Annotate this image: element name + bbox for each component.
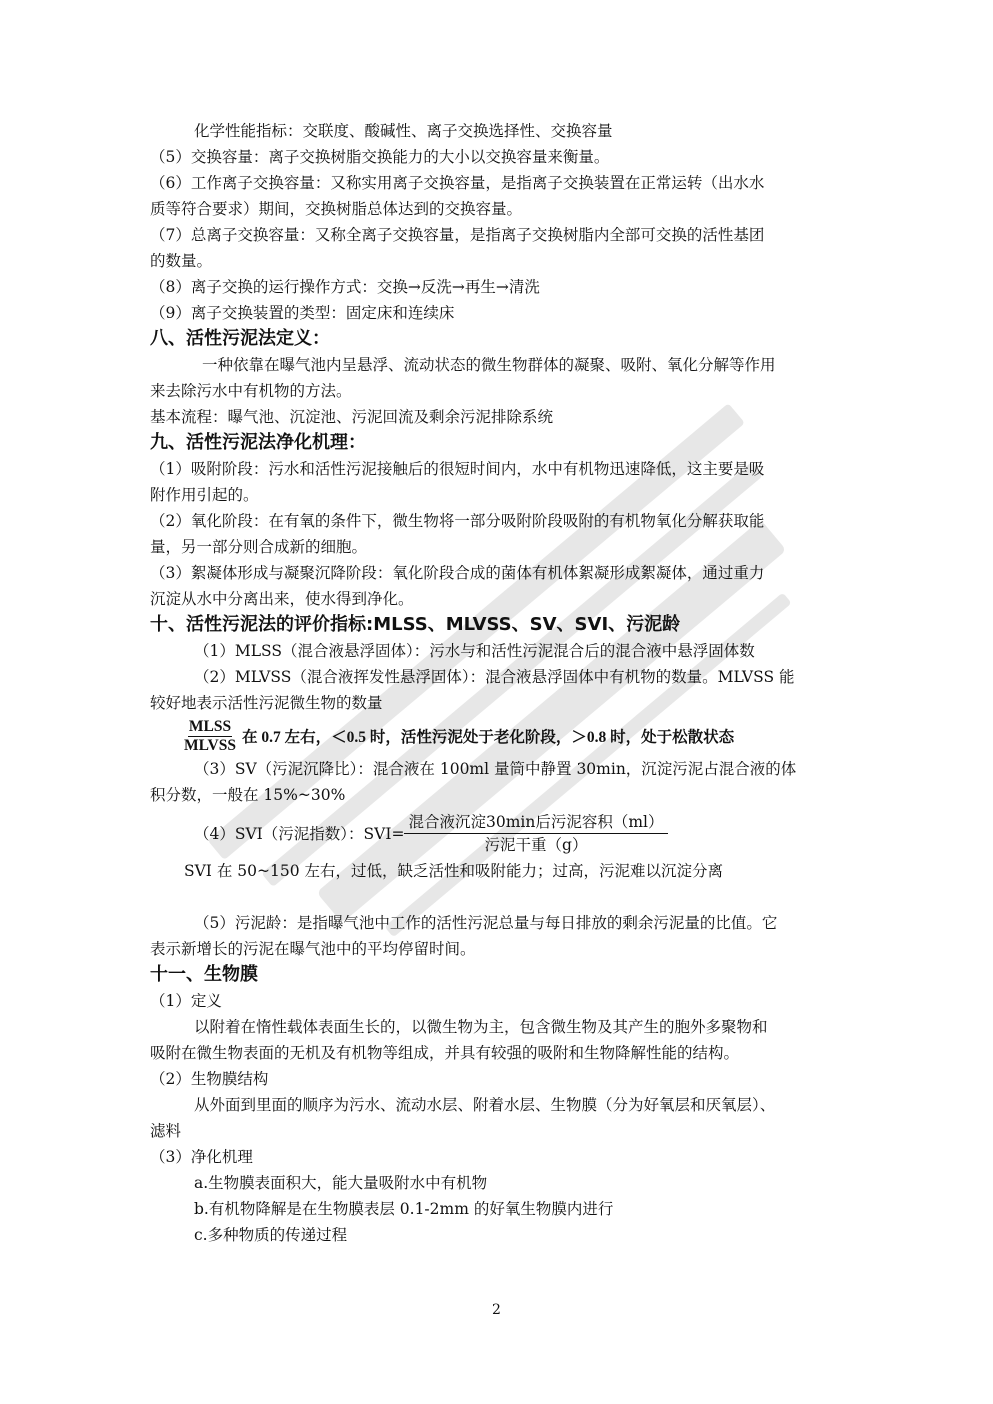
text-line: （3）净化机理 <box>150 1148 253 1166</box>
formula-text: 在 0.7 左右，＜0.5 时，活性污泥处于老化阶段，＞0.8 时，处于松散状态 <box>241 729 735 746</box>
svi-formula <box>150 808 844 858</box>
mlss-fraction <box>184 718 236 755</box>
text-line: SVI 在 50~150 左右，过低，缺乏活性和吸附能力；过高，污泥难以沉淀分离 <box>184 862 724 880</box>
text-line: （9）离子交换装置的类型：固定床和连续床 <box>150 304 455 322</box>
text-line: （1）定义 <box>150 992 222 1010</box>
text-line: 质等符合要求）期间，交换树脂总体达到的交换容量。 <box>150 200 523 218</box>
fraction-numerator: 混合液沉淀30min后污泥容积（ml） <box>404 811 667 834</box>
fraction-denominator: MLVSS <box>184 736 236 754</box>
text-line: （5）交换容量：离子交换树脂交换能力的大小以交换容量来衡量。 <box>150 148 610 166</box>
text-line: （2）氧化阶段：在有氧的条件下，微生物将一部分吸附阶段吸附的有机物氧化分解获取能 <box>150 512 765 530</box>
text-line: （8）离子交换的运行操作方式：交换→反洗→再生→清洗 <box>150 278 540 296</box>
text-line: 较好地表示活性污泥微生物的数量 <box>150 694 383 712</box>
text-line: （2）生物膜结构 <box>150 1070 269 1088</box>
text-line: 沉淀从水中分离出来，使水得到净化。 <box>150 590 414 608</box>
text-line: a.生物膜表面积大，能大量吸附水中有机物 <box>194 1174 488 1192</box>
text-line: c.多种物质的传递过程 <box>194 1226 348 1244</box>
text-line: 的数量。 <box>150 252 213 270</box>
text-line: 化学性能指标：交联度、酸碱性、离子交换选择性、交换容量 <box>194 122 613 140</box>
text-line: 从外面到里面的顺序为污水、流动水层、附着水层、生物膜（分为好氧层和厌氧层）、 <box>194 1096 776 1114</box>
text-line: （2）MLVSS（混合液挥发性悬浮固体）：混合液悬浮固体中有机物的数量。MLVSS 能 <box>194 668 795 686</box>
svi-fraction <box>404 811 667 856</box>
text-line: （1）MLSS（混合液悬浮固体）：污水与和活性污泥混合后的混合液中悬浮固体数 <box>194 642 755 660</box>
text-line: 以附着在惰性载体表面生长的，以微生物为主，包含微生物及其产生的胞外多聚物和 <box>194 1018 768 1036</box>
text-line: 表示新增长的污泥在曝气池中的平均停留时间。 <box>150 940 476 958</box>
text-line: （1）吸附阶段：污水和活性污泥接触后的很短时间内，水中有机物迅速降低，这主要是吸 <box>150 460 765 478</box>
text-line: 积分数，一般在 15%~30% <box>150 786 346 804</box>
text-line: 滤料 <box>150 1122 182 1140</box>
text-line: （3）SV（污泥沉降比）：混合液在 100ml 量筒中静置 30min，沉淀污泥占混合液的体 <box>194 760 797 778</box>
fraction-numerator: MLSS <box>188 717 232 735</box>
text-line: b.有机物降解是在生物膜表层 0.1-2mm 的好氧生物膜内进行 <box>194 1200 614 1218</box>
text-line: （3）絮凝体形成与凝聚沉降阶段：氧化阶段合成的菌体有机体絮凝形成絮凝体，通过重力 <box>150 564 765 582</box>
page-number: 2 <box>492 1302 501 1318</box>
section-heading: 九、活性污泥法净化机理： <box>150 432 366 453</box>
page-content <box>150 118 844 1248</box>
text-line: （6）工作离子交换容量：又称实用离子交换容量，是指离子交换装置在正常运转（出水水 <box>150 174 765 192</box>
text-line: 来去除污水中有机物的方法。 <box>150 382 352 400</box>
text-line: 一种依靠在曝气池内呈悬浮、流动状态的微生物群体的凝聚、吸附、氧化分解等作用 <box>202 356 776 374</box>
text-line: 吸附在微生物表面的无机及有机物等组成，并具有较强的吸附和生物降解性能的结构。 <box>150 1044 740 1062</box>
section-heading: 十、活性污泥法的评价指标:MLSS、MLVSS、SV、SVI、污泥龄 <box>150 614 681 635</box>
section-heading: 十一、生物膜 <box>150 964 258 985</box>
text-line: 量，另一部分则合成新的细胞。 <box>150 538 368 556</box>
section-heading: 八、活性污泥法定义： <box>150 328 330 349</box>
text-line: 基本流程：曝气池、沉淀池、污泥回流及剩余污泥排除系统 <box>150 408 554 426</box>
formula-label: （4）SVI（污泥指数）：SVI= <box>194 825 405 843</box>
mlss-ratio-formula <box>150 716 844 756</box>
fraction-denominator: 污泥干重（g） <box>484 835 588 854</box>
text-line: 附作用引起的。 <box>150 486 259 504</box>
text-line: （5）污泥龄：是指曝气池中工作的活性污泥总量与每日排放的剩余污泥量的比值。它 <box>194 914 778 932</box>
text-line: （7）总离子交换容量：又称全离子交换容量，是指离子交换树脂内全部可交换的活性基团 <box>150 226 765 244</box>
